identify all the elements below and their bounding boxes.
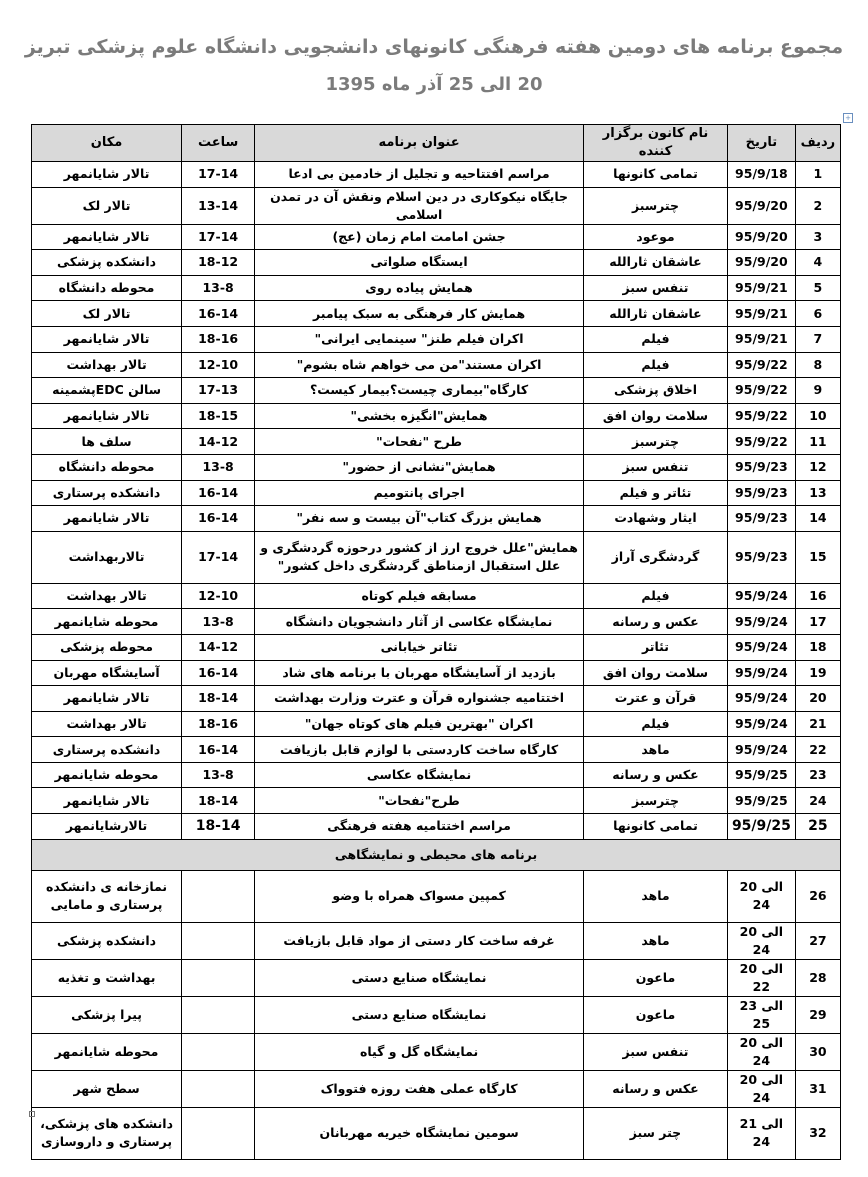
row-number: 31 — [795, 1070, 840, 1107]
row-organizer: تنفس سبز — [584, 454, 728, 480]
row-program-title: اجرای پانتومیم — [255, 480, 584, 506]
table-row — [32, 352, 841, 378]
row-organizer: عکس و رسانه — [584, 609, 728, 635]
row-location: تالار شایانمهر — [32, 686, 182, 712]
row-date: 95/9/25 — [727, 788, 795, 814]
row-number: 10 — [795, 403, 840, 429]
row-location: سلف ها — [32, 429, 182, 455]
row-location: تالار شایانمهر — [32, 162, 182, 188]
table-row — [32, 609, 841, 635]
row-time — [182, 1033, 255, 1070]
row-time: 18-14 — [182, 814, 255, 840]
row-number: 3 — [795, 224, 840, 250]
row-location: دانشکده پزشکی — [32, 922, 182, 959]
exhibition-schedule-body — [32, 870, 841, 1159]
table-row — [32, 250, 841, 276]
row-program-title: مراسم اختتامیه هفته فرهنگی — [255, 814, 584, 840]
row-date: 95/9/21 — [727, 301, 795, 327]
row-date: 95/9/24 — [727, 609, 795, 635]
row-organizer: عاشقان ثارالله — [584, 250, 728, 276]
row-program-title: اکران "بهترین فیلم های کوتاه جهان" — [255, 711, 584, 737]
row-date: 20 الی 24 — [727, 870, 795, 922]
table-row — [32, 660, 841, 686]
row-organizer: اخلاق پزشکی — [584, 378, 728, 404]
row-number: 1 — [795, 162, 840, 188]
row-time: 12-10 — [182, 583, 255, 609]
row-date: 95/9/21 — [727, 275, 795, 301]
row-program-title: همایش"انگیزه بخشی" — [255, 403, 584, 429]
table-row — [32, 583, 841, 609]
row-date: 95/9/22 — [727, 352, 795, 378]
row-date: 95/9/24 — [727, 711, 795, 737]
row-organizer: فیلم — [584, 583, 728, 609]
table-row — [32, 378, 841, 404]
table-row — [32, 634, 841, 660]
header-date: تاریخ — [727, 125, 795, 162]
row-organizer: تئاتر و فیلم — [584, 480, 728, 506]
row-location: پیرا پزشکی — [32, 996, 182, 1033]
row-number: 24 — [795, 788, 840, 814]
row-number: 17 — [795, 609, 840, 635]
row-time: 18-15 — [182, 403, 255, 429]
table-row — [32, 762, 841, 788]
row-date: 95/9/23 — [727, 531, 795, 583]
row-program-title: همایش کار فرهنگی به سبک پیامبر — [255, 301, 584, 327]
row-number: 11 — [795, 429, 840, 455]
row-program-title: نمایشگاه صنایع دستی — [255, 959, 584, 996]
row-organizer: تنفس سبز — [584, 275, 728, 301]
row-organizer: تنفس سبز — [584, 1033, 728, 1070]
row-organizer: فیلم — [584, 711, 728, 737]
row-number: 19 — [795, 660, 840, 686]
row-organizer: چتر سبز — [584, 1107, 728, 1159]
row-organizer: چترسبز — [584, 187, 728, 224]
row-time: 16-14 — [182, 660, 255, 686]
row-location: محوطه دانشگاه — [32, 454, 182, 480]
row-program-title: همایش"نشانی از حضور" — [255, 454, 584, 480]
row-date: 95/9/21 — [727, 326, 795, 352]
row-location: محوطه پزشکی — [32, 634, 182, 660]
row-location: آسایشگاه مهربان — [32, 660, 182, 686]
row-organizer: عکس و رسانه — [584, 762, 728, 788]
row-program-title: همایش بزرگ کتاب"آن بیست و سه نفر" — [255, 506, 584, 532]
row-organizer: قرآن و عترت — [584, 686, 728, 712]
row-program-title: نمایشگاه عکاسی — [255, 762, 584, 788]
table-row — [32, 737, 841, 763]
row-program-title: همایش"علل خروج ارز از کشور درحوزه گردشگری و علل استقبال ازمناطق گردشگری داخل کشور" — [255, 531, 584, 583]
row-location: تالاربهداشت — [32, 531, 182, 583]
row-program-title: مراسم افتتاحیه و تجلیل از خادمین بی ادعا — [255, 162, 584, 188]
row-number: 26 — [795, 870, 840, 922]
row-time: 17-14 — [182, 224, 255, 250]
table-row — [32, 1033, 841, 1070]
row-time: 18-14 — [182, 686, 255, 712]
row-organizer: فیلم — [584, 352, 728, 378]
row-program-title: اختتامیه جشنواره قرآن و عترت وزارت بهداشت — [255, 686, 584, 712]
row-time: 17-13 — [182, 378, 255, 404]
row-time: 13-8 — [182, 609, 255, 635]
row-date: 95/9/23 — [727, 454, 795, 480]
row-time: 13-8 — [182, 275, 255, 301]
row-date: 95/9/24 — [727, 660, 795, 686]
row-program-title: بازدید از آسایشگاه مهربان با برنامه های شاد — [255, 660, 584, 686]
row-number: 15 — [795, 531, 840, 583]
row-program-title: کارگاه ساخت کاردستی با لوازم قابل بازیافت — [255, 737, 584, 763]
row-time: 18-16 — [182, 326, 255, 352]
row-location: تالار شایانمهر — [32, 326, 182, 352]
table-row — [32, 711, 841, 737]
table-row — [32, 275, 841, 301]
row-number: 25 — [795, 814, 840, 840]
row-date: 20 الی 24 — [727, 1033, 795, 1070]
row-number: 14 — [795, 506, 840, 532]
row-organizer: ماعون — [584, 959, 728, 996]
row-location: محوطه شایانمهر — [32, 1033, 182, 1070]
row-location: نمازخانه ی دانشکده پرستاری و مامایی — [32, 870, 182, 922]
row-program-title: غرفه ساخت کار دستی از مواد قابل بازیافت — [255, 922, 584, 959]
row-date: 95/9/23 — [727, 480, 795, 506]
row-program-title: جایگاه نیکوکاری در دین اسلام ونقش آن در تمدن اسلامی — [255, 187, 584, 224]
row-time — [182, 1107, 255, 1159]
table-row — [32, 187, 841, 224]
section-title: برنامه های محیطی و نمایشگاهی — [32, 839, 841, 870]
row-program-title: کارگاه عملی هفت روزه فتوواک — [255, 1070, 584, 1107]
row-organizer: ماعون — [584, 996, 728, 1033]
table-row — [32, 301, 841, 327]
section-header-row — [32, 839, 841, 870]
row-organizer: موعود — [584, 224, 728, 250]
row-location: سالن EDCپشمینه — [32, 378, 182, 404]
table-row — [32, 959, 841, 996]
table-row — [32, 531, 841, 583]
row-organizer: ماهد — [584, 922, 728, 959]
row-date: 95/9/22 — [727, 429, 795, 455]
row-program-title: نمایشگاه عکاسی از آثار دانشجویان دانشگاه — [255, 609, 584, 635]
row-number: 22 — [795, 737, 840, 763]
row-time: 16-14 — [182, 480, 255, 506]
row-number: 2 — [795, 187, 840, 224]
row-organizer: تمامی کانونها — [584, 162, 728, 188]
row-organizer: تمامی کانونها — [584, 814, 728, 840]
row-program-title: نمایشگاه گل و گیاه — [255, 1033, 584, 1070]
row-organizer: ماهد — [584, 737, 728, 763]
row-date: 95/9/22 — [727, 403, 795, 429]
table-row — [32, 814, 841, 840]
row-organizer: گردشگری آراز — [584, 531, 728, 583]
row-number: 16 — [795, 583, 840, 609]
row-time: 17-14 — [182, 531, 255, 583]
row-date: 95/9/18 — [727, 162, 795, 188]
row-location: سطح شهر — [32, 1070, 182, 1107]
row-date: 95/9/24 — [727, 634, 795, 660]
row-number: 4 — [795, 250, 840, 276]
row-number: 6 — [795, 301, 840, 327]
row-program-title: طرح "نفحات" — [255, 429, 584, 455]
header-place: مکان — [32, 125, 182, 162]
row-location: تالار لک — [32, 301, 182, 327]
row-organizer: تئاتر — [584, 634, 728, 660]
row-time: 18-16 — [182, 711, 255, 737]
row-program-title: تئاتر خیابانی — [255, 634, 584, 660]
row-organizer: سلامت روان افق — [584, 403, 728, 429]
row-number: 28 — [795, 959, 840, 996]
table-row — [32, 870, 841, 922]
row-number: 8 — [795, 352, 840, 378]
table-row — [32, 1070, 841, 1107]
row-time: 16-14 — [182, 737, 255, 763]
row-number: 32 — [795, 1107, 840, 1159]
row-date: 95/9/24 — [727, 737, 795, 763]
row-date: 20 الی 24 — [727, 922, 795, 959]
row-location: دانشکده پزشکی — [32, 250, 182, 276]
row-organizer: ماهد — [584, 870, 728, 922]
row-time — [182, 922, 255, 959]
document-subtitle: 20 الی 25 آذر ماه 1395 — [325, 74, 543, 95]
row-time: 14-12 — [182, 429, 255, 455]
header-org: نام کانون برگزار کننده — [584, 125, 728, 162]
table-header-row — [32, 125, 841, 162]
table-row — [32, 996, 841, 1033]
row-program-title: کارگاه"بیماری چیست؟بیمار کیست؟ — [255, 378, 584, 404]
row-location: دانشکده پرستاری — [32, 480, 182, 506]
table-row — [32, 506, 841, 532]
row-time — [182, 1070, 255, 1107]
table-row — [32, 429, 841, 455]
table-row — [32, 403, 841, 429]
row-date: 95/9/23 — [727, 506, 795, 532]
row-time: 13-8 — [182, 762, 255, 788]
row-organizer: چترسبز — [584, 788, 728, 814]
header-time: ساعت — [182, 125, 255, 162]
row-date: 95/9/25 — [727, 762, 795, 788]
table-row — [32, 1107, 841, 1159]
row-date: 95/9/25 — [727, 814, 795, 840]
row-number: 21 — [795, 711, 840, 737]
row-number: 5 — [795, 275, 840, 301]
section-header-body — [32, 839, 841, 870]
table-row — [32, 162, 841, 188]
row-program-title: مسابقه فیلم کوتاه — [255, 583, 584, 609]
row-location: بهداشت و تغذیه — [32, 959, 182, 996]
row-time: 18-14 — [182, 788, 255, 814]
header-num: ردیف — [795, 125, 840, 162]
row-number: 13 — [795, 480, 840, 506]
row-program-title: سومین نمایشگاه خیریه مهربانان — [255, 1107, 584, 1159]
row-time — [182, 870, 255, 922]
table-row — [32, 788, 841, 814]
row-time: 14-12 — [182, 634, 255, 660]
row-program-title: نمایشگاه صنایع دستی — [255, 996, 584, 1033]
row-location: تالار بهداشت — [32, 583, 182, 609]
table-row — [32, 454, 841, 480]
row-location: تالار بهداشت — [32, 711, 182, 737]
row-time: 12-10 — [182, 352, 255, 378]
paragraph-end-mark — [29, 1111, 35, 1117]
row-date: 20 الی 24 — [727, 1070, 795, 1107]
main-schedule-body — [32, 162, 841, 840]
row-location: محوطه شایانمهر — [32, 762, 182, 788]
row-time — [182, 996, 255, 1033]
table-row — [32, 686, 841, 712]
row-date: 95/9/20 — [727, 187, 795, 224]
header-title: عنوان برنامه — [255, 125, 584, 162]
row-number: 18 — [795, 634, 840, 660]
row-number: 7 — [795, 326, 840, 352]
row-number: 30 — [795, 1033, 840, 1070]
row-number: 27 — [795, 922, 840, 959]
schedule-table — [31, 124, 841, 1160]
row-organizer: عکس و رسانه — [584, 1070, 728, 1107]
table-row — [32, 922, 841, 959]
row-time — [182, 959, 255, 996]
row-location: تالارشایانمهر — [32, 814, 182, 840]
row-time: 13-14 — [182, 187, 255, 224]
row-location: محوطه دانشگاه — [32, 275, 182, 301]
row-date: 95/9/24 — [727, 686, 795, 712]
document-title: مجموع برنامه های دومین هفته فرهنگی کانونهای دانشجویی دانشگاه علوم پزشکی تبریز — [24, 36, 844, 58]
row-number: 23 — [795, 762, 840, 788]
row-organizer: عاشقان ثارالله — [584, 301, 728, 327]
row-location: تالار شایانمهر — [32, 788, 182, 814]
table-row — [32, 326, 841, 352]
row-program-title: ایستگاه صلواتی — [255, 250, 584, 276]
row-organizer: ایثار وشهادت — [584, 506, 728, 532]
table-row — [32, 480, 841, 506]
row-program-title: اکران مستند"من می خواهم شاه بشوم" — [255, 352, 584, 378]
row-time: 16-14 — [182, 301, 255, 327]
row-organizer: فیلم — [584, 326, 728, 352]
row-number: 9 — [795, 378, 840, 404]
row-time: 16-14 — [182, 506, 255, 532]
row-location: تالار شایانمهر — [32, 224, 182, 250]
row-number: 29 — [795, 996, 840, 1033]
row-program-title: طرح"نفحات" — [255, 788, 584, 814]
row-location: تالار لک — [32, 187, 182, 224]
row-time: 18-12 — [182, 250, 255, 276]
row-number: 20 — [795, 686, 840, 712]
row-location: تالار بهداشت — [32, 352, 182, 378]
row-location: تالار شایانمهر — [32, 403, 182, 429]
row-location: تالار شایانمهر — [32, 506, 182, 532]
row-program-title: کمپین مسواک همراه با وضو — [255, 870, 584, 922]
row-program-title: اکران فیلم طنز" سینمایی ایرانی" — [255, 326, 584, 352]
row-time: 17-14 — [182, 162, 255, 188]
row-date: 20 الی 22 — [727, 959, 795, 996]
row-organizer: چترسبز — [584, 429, 728, 455]
row-location: محوطه شایانمهر — [32, 609, 182, 635]
row-program-title: همایش پیاده روی — [255, 275, 584, 301]
row-date: 21 الی 24 — [727, 1107, 795, 1159]
row-program-title: جشن امامت امام زمان (عج) — [255, 224, 584, 250]
row-organizer: سلامت روان افق — [584, 660, 728, 686]
row-number: 12 — [795, 454, 840, 480]
row-time: 13-8 — [182, 454, 255, 480]
row-date: 95/9/20 — [727, 250, 795, 276]
row-location: دانشکده پرستاری — [32, 737, 182, 763]
row-date: 95/9/22 — [727, 378, 795, 404]
row-location: دانشکده های پزشکی، پرستاری و داروسازی — [32, 1107, 182, 1159]
row-date: 23 الی 25 — [727, 996, 795, 1033]
table-row — [32, 224, 841, 250]
row-date: 95/9/24 — [727, 583, 795, 609]
row-date: 95/9/20 — [727, 224, 795, 250]
table-move-handle-icon[interactable]: + — [843, 113, 853, 123]
